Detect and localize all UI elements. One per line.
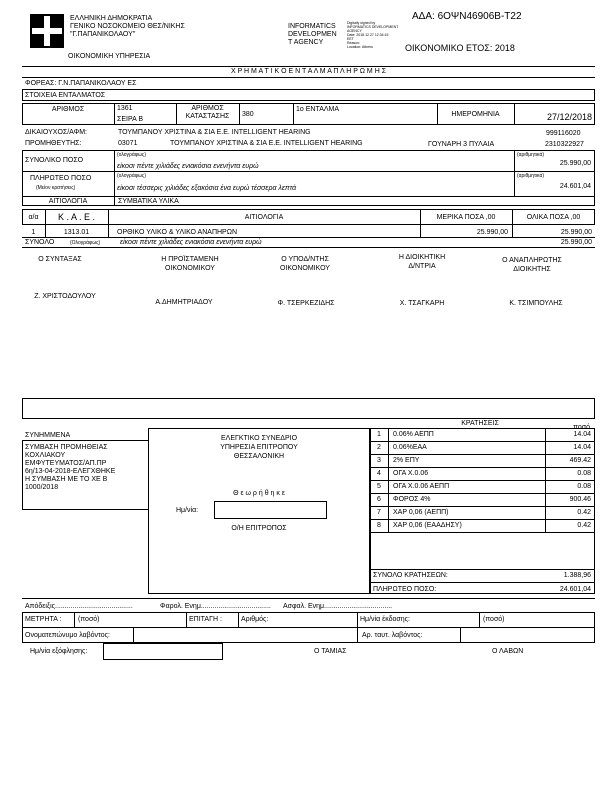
signature-line: AGENCY bbox=[347, 29, 362, 33]
row-partial: 25.990,00 bbox=[476, 229, 508, 236]
dikaiouxos-name: ΤΟΥΜΠΑΝΟΥ ΧΡΙΣΤΙΝΑ & ΣΙΑ Ε.Ε. INTELLIGENT HEARING bbox=[118, 129, 311, 136]
agency-line-2: DEVELOPMEN bbox=[288, 31, 337, 38]
synimmena-line: 1000/2018 bbox=[25, 484, 59, 491]
signer-name: Κ. ΤΣΙΜΠΟΥΛΗΣ bbox=[509, 300, 563, 307]
signature-line: Reason: bbox=[347, 41, 361, 45]
signature-line: INFORMATICS DEVELOPMENT bbox=[347, 25, 399, 29]
kratiseis-total: 1.388,96 bbox=[563, 572, 591, 579]
kratisi-label: 2% ΕΠΥ bbox=[393, 457, 420, 464]
total-label: ΣΥΝΟΛΟ bbox=[25, 239, 55, 246]
synoliko-amount: 25.990,00 bbox=[559, 160, 591, 167]
date-label: ΗΜΕΡΟΜΗΝΙΑ bbox=[451, 111, 500, 118]
foreas: ΦΟΡΕΑΣ: Γ.Ν.ΠΑΠΑΝΙΚΟΛΑΟΥ ΕΣ bbox=[25, 80, 137, 87]
elegktiko-line: ΕΛΕΓΚΤΙΚΟ ΣΥΝΕΔΡΙΟ bbox=[220, 435, 298, 442]
tamias-label: Ο ΤΑΜΙΑΣ bbox=[314, 648, 347, 655]
stoixeia-label: ΣΤΟΙΧΕΙΑ ΕΝΤΑΛΜΑΤΟΣ bbox=[25, 92, 106, 99]
signature-line: Digitally signed by bbox=[347, 21, 376, 25]
kratisi-n: 1 bbox=[377, 431, 381, 438]
signer-name: Χ. ΤΣΑΓΚΑΡΗ bbox=[399, 300, 445, 307]
kratisi-amount: 469.42 bbox=[569, 457, 591, 464]
farol-enim: Φαρολ. Ενημ.................................... bbox=[160, 603, 271, 610]
katastasis-label-1: ΑΡΙΘΜΟΣ bbox=[191, 105, 224, 112]
ada-code: ΑΔΑ: 6ΟΨΝ46906Β-Τ22 bbox=[412, 11, 522, 22]
role-proistameni: Η ΠΡΟΪΣΤΑΜΕΝΗ bbox=[161, 256, 219, 263]
exoflisis-label: Ημ/νία εξόφλησης: bbox=[30, 648, 88, 655]
synimmena-line: ΚΟΧΛΙΑΚΟΥ bbox=[25, 452, 66, 459]
org-line-2: ΓΕΝΙΚΟ ΝΟΣΟΚΟΜΕΙΟ ΘΕΣ/ΝΙΚΗΣ bbox=[70, 23, 185, 30]
arithmos-value: 1361 bbox=[117, 105, 133, 112]
plirotea-sublabel: (Μείον κρατήσεις) bbox=[36, 185, 76, 191]
elegktiko-line: ΘΕΣΣΑΛΟΝΙΚΗ bbox=[233, 453, 285, 460]
metrita-label: ΜΕΤΡΗΤΑ : bbox=[25, 616, 62, 623]
row-total: 25.990,00 bbox=[560, 229, 592, 236]
supplier-address: ΓΟΥΝΑΡΗ 3 ΠΥΛΑΙΑ bbox=[428, 141, 495, 148]
plirotea-words-label: (ολογράφως) bbox=[117, 173, 147, 179]
kratisi-n: 5 bbox=[377, 483, 381, 490]
taut-label: Αρ. ταυτ. λαβόντος: bbox=[362, 632, 423, 639]
row-aa: 1 bbox=[31, 229, 36, 236]
signature-line: Date: 2018.12.27 12:34:15 bbox=[347, 33, 389, 37]
kratisi-label: ΟΓΑ Χ.0.06 bbox=[393, 470, 429, 477]
role-ypodntis-2: ΟΙΚΟΝΟΜΙΚΟΥ bbox=[280, 265, 330, 272]
total-words: είκοσι πέντε χιλιάδες ενιακόσια ενενήντα ευρώ bbox=[120, 239, 262, 246]
synoliko-label: ΣΥΝΟΛΙΚΟ ΠΟΣΟ bbox=[25, 157, 84, 164]
kratisi-label: ΦΟΡΟΣ 4% bbox=[393, 496, 431, 503]
synimmena-line: 6η/13-04-2018-ΕΛΕΓΧΘΗΚΕ bbox=[25, 468, 116, 475]
agency-line-1: INFORMATICS bbox=[288, 23, 336, 30]
role-proistameni-2: ΟΙΚΟΝΟΜΙΚΟΥ bbox=[165, 265, 215, 272]
plirotea-num-label: (αριθμητικά) bbox=[517, 173, 545, 179]
payable-label: ΠΛΗΡΩΤΕΟ ΠΟΣΟ: bbox=[373, 586, 437, 593]
supplier-name: ΤΟΥΜΠΑΝΟΥ ΧΡΙΣΤΙΝΑ & ΣΙΑ Ε.Ε. INTELLIGENT HEARING bbox=[170, 140, 363, 147]
col-olika: ΟΛΙΚΑ ΠΟΣΑ ,00 bbox=[526, 214, 581, 221]
kratisi-n: 2 bbox=[377, 444, 381, 451]
col-aa: α/α bbox=[28, 214, 39, 221]
signer-name: Φ. ΤΣΕΡΚΕΖΙΔΗΣ bbox=[277, 300, 335, 307]
synimmena-line: ΕΜΦΥΤΕΥΜΑΤΟΣ/ΑΠ.ΠΡ bbox=[25, 460, 107, 467]
epitagi-arithmos[interactable]: Αριθμός: bbox=[241, 616, 269, 623]
org-line-1: ΕΛΛΗΝΙΚΗ ΔΗΜΟΚΡΑΤΙΑ bbox=[70, 15, 153, 22]
kratisi-label: ΧΑΡ 0,06 (ΑΕΠΠ) bbox=[393, 509, 449, 516]
apodeixis: Απόδειξις........................................ bbox=[25, 603, 133, 610]
dikaiouxos-afm: 999116020 bbox=[546, 130, 581, 137]
agency-line-3: T AGENCY bbox=[288, 39, 324, 46]
stoixeia-bar bbox=[22, 89, 595, 101]
role-syntaxas: Ο ΣΥΝΤΑΞΑΣ bbox=[38, 256, 82, 263]
col-merika: ΜΕΡΙΚΑ ΠΟΣΑ ,00 bbox=[436, 214, 496, 221]
kratisi-n: 7 bbox=[377, 509, 381, 516]
kratiseis-title: ΚΡΑΤΗΣΕΙΣ bbox=[461, 420, 499, 427]
kratisi-amount: 900.46 bbox=[569, 496, 591, 503]
row-desc: ΟΡΘΙΚΟ ΥΛΙΚΟ & ΥΛΙΚΟ ΑΝΑΠΗΡΩΝ bbox=[117, 229, 238, 236]
role-ypodntis: Ο ΥΠΟΔ/ΝΤΗΣ bbox=[281, 256, 329, 263]
blank-box bbox=[22, 398, 595, 419]
role-dioikitiki: Η ΔΙΟΙΚΗΤΙΚΗ bbox=[398, 254, 446, 261]
dikaiouxos-label: ΔΙΚΑΙΟΥΧΟΣ/ΑΦΜ: bbox=[25, 129, 88, 136]
kratisi-n: 8 bbox=[377, 522, 381, 529]
kratisi-label: 0.06% ΑΕΠΠ bbox=[393, 431, 434, 438]
epitagi-poso[interactable]: (ποσό) bbox=[483, 616, 505, 623]
seira-value: ΣΕΙΡΑ Β bbox=[117, 116, 143, 123]
supplier-label: ΠΡΟΜΗΘΕΥΤΗΣ: bbox=[25, 140, 82, 147]
role-anapliroths: Ο ΑΝΑΠΛΗΡΩΤΗΣ bbox=[502, 257, 562, 264]
synimmena-line: ΣΥΜΒΑΣΗ ΠΡΟΜΗΘΕΙΑΣ bbox=[25, 444, 108, 451]
elegktiko-date-field[interactable] bbox=[214, 501, 327, 519]
kratiseis-col-header: ποσό bbox=[573, 424, 590, 431]
elegktiko-date-label: Ημ/νία: bbox=[176, 507, 199, 514]
kratisi-n: 3 bbox=[377, 457, 381, 464]
kratisi-n: 4 bbox=[377, 470, 381, 477]
plirotea-amount: 24.601,04 bbox=[559, 183, 591, 190]
service-name: ΟΙΚΟΝΟΜΙΚΗ ΥΠΗΡΕΣΙΑ bbox=[68, 53, 151, 60]
kratisi-label: 0.06%ΕΑΑ bbox=[393, 444, 427, 451]
aitiologia-value: ΣΥΜΒΑΤΙΚΑ ΥΛΙΚΑ bbox=[118, 198, 179, 205]
signature-line: EET bbox=[347, 37, 354, 41]
col-kae: Κ . Α . Ε . bbox=[57, 212, 96, 222]
kratisi-label: ΧΑΡ 0,06 (ΕΑΑΔΗΣΥ) bbox=[393, 522, 462, 529]
epitagi-label: ΕΠΙΤΑΓΗ : bbox=[189, 616, 222, 623]
document-title: Χ Ρ Η Μ Α Τ Ι Κ Ο Ε Ν Τ Α Λ Μ Α Π Λ Η Ρ Ω Μ Η Σ bbox=[230, 68, 387, 75]
kratisi-amount: 0.42 bbox=[577, 522, 591, 529]
signature-line: Location: Athens bbox=[347, 45, 373, 49]
synimmena-line: Η ΣΥΜΒΑΣΗ ΜΕ ΤΟ ΧΕ Β bbox=[25, 476, 108, 483]
synoliko-words: είκοσι πέντε χιλιάδες ενιακόσια ενενήντα ευρώ bbox=[117, 163, 259, 170]
kratisi-n: 6 bbox=[377, 496, 381, 503]
synoliko-num-label: (αριθμητικά) bbox=[517, 152, 545, 158]
metrita-poso[interactable]: (ποσό) bbox=[78, 616, 100, 623]
synimmena-label: ΣΥΝΗΜΜΕΝΑ bbox=[25, 432, 71, 439]
katastasis-value: 380 bbox=[242, 111, 254, 118]
supplier-code: 03071 bbox=[118, 140, 138, 147]
synoliko-words-label: (ολογράφως) bbox=[117, 152, 147, 158]
role-anapliroths-2: ΔΙΟΙΚΗΤΗΣ bbox=[513, 266, 551, 273]
total-amount: 25.990,00 bbox=[560, 239, 592, 246]
signer-name: Α.ΔΗΜΗΤΡΙΑΔΟΥ bbox=[155, 299, 213, 306]
supplier-phone: 2310322927 bbox=[545, 141, 584, 148]
katastasis-label-2: ΚΑΤΑΣΤΑΣΗΣ bbox=[185, 113, 230, 120]
total-words-label: (Ολογράφως) bbox=[70, 240, 101, 246]
kratisi-amount: 0.08 bbox=[577, 470, 591, 477]
order-label: 1ο ΕΝΤΑΛΜΑ bbox=[296, 106, 340, 113]
kratisi-amount: 14.04 bbox=[573, 444, 591, 451]
lavon-label: Ο ΛΑΒΩΝ bbox=[492, 648, 524, 655]
epitropos: Ο/Η ΕΠΙΤΡΟΠΟΣ bbox=[231, 525, 287, 532]
arithmos-label: ΑΡΙΘΜΟΣ bbox=[51, 106, 85, 113]
fiscal-year: ΟΙΚΟΝΟΜΙΚΟ ΕΤΟΣ: 2018 bbox=[405, 43, 515, 53]
kratisi-amount: 0.42 bbox=[577, 509, 591, 516]
kratisi-amount: 14.04 bbox=[573, 431, 591, 438]
col-aitiologia: ΑΙΤΙΟΛΟΓΙΑ bbox=[244, 214, 284, 221]
exoflisis-field[interactable] bbox=[103, 643, 223, 660]
org-line-3: "Γ.ΠΑΠΑΝΙΚΟΛΑΟΥ" bbox=[70, 31, 136, 38]
plirotea-words: είκοσι τέσσερις χιλιάδες εξακόσια ένα ευρώ τέσσερα λεπτά bbox=[117, 185, 297, 192]
lavon-name-label: Ονοματεπώνυμο λαβόντος: bbox=[25, 632, 110, 639]
elegktiko-line: ΥΠΗΡΕΣΙΑ ΕΠΙΤΡΟΠΟΥ bbox=[220, 444, 298, 451]
row-kae: 1313.01 bbox=[63, 229, 90, 236]
role-dioikitiki-2: Δ/ΝΤΡΙΑ bbox=[408, 263, 436, 270]
ekdosis-date[interactable]: Ημ/νία έκδοσης: bbox=[360, 616, 410, 623]
date-value: 27/12/2018 bbox=[546, 112, 592, 122]
theorithike: Θ ε ω ρ ή θ η κ ε bbox=[233, 490, 285, 497]
hospital-cross-logo bbox=[30, 14, 64, 48]
signer-name: Ζ. ΧΡΙΣΤΟΔΟΥΛΟΥ bbox=[34, 293, 96, 300]
plirotea-label: ΠΛΗΡΩΤΕΟ ΠΟΣΟ bbox=[30, 175, 92, 182]
asfal-enim: Ασφαλ. Ενημ................................... bbox=[283, 603, 393, 610]
kratiseis-total-label: ΣΥΝΟΛΟ ΚΡΑΤΗΣΕΩΝ: bbox=[373, 572, 448, 579]
aitiologia-label: ΑΙΤΙΟΛΟΓΙΑ bbox=[48, 198, 88, 205]
kratisi-label: ΟΓΑ Χ.0.06 ΑΕΠΠ bbox=[393, 483, 450, 490]
payable-amount: 24.601,04 bbox=[559, 586, 591, 593]
kratisi-amount: 0.08 bbox=[577, 483, 591, 490]
